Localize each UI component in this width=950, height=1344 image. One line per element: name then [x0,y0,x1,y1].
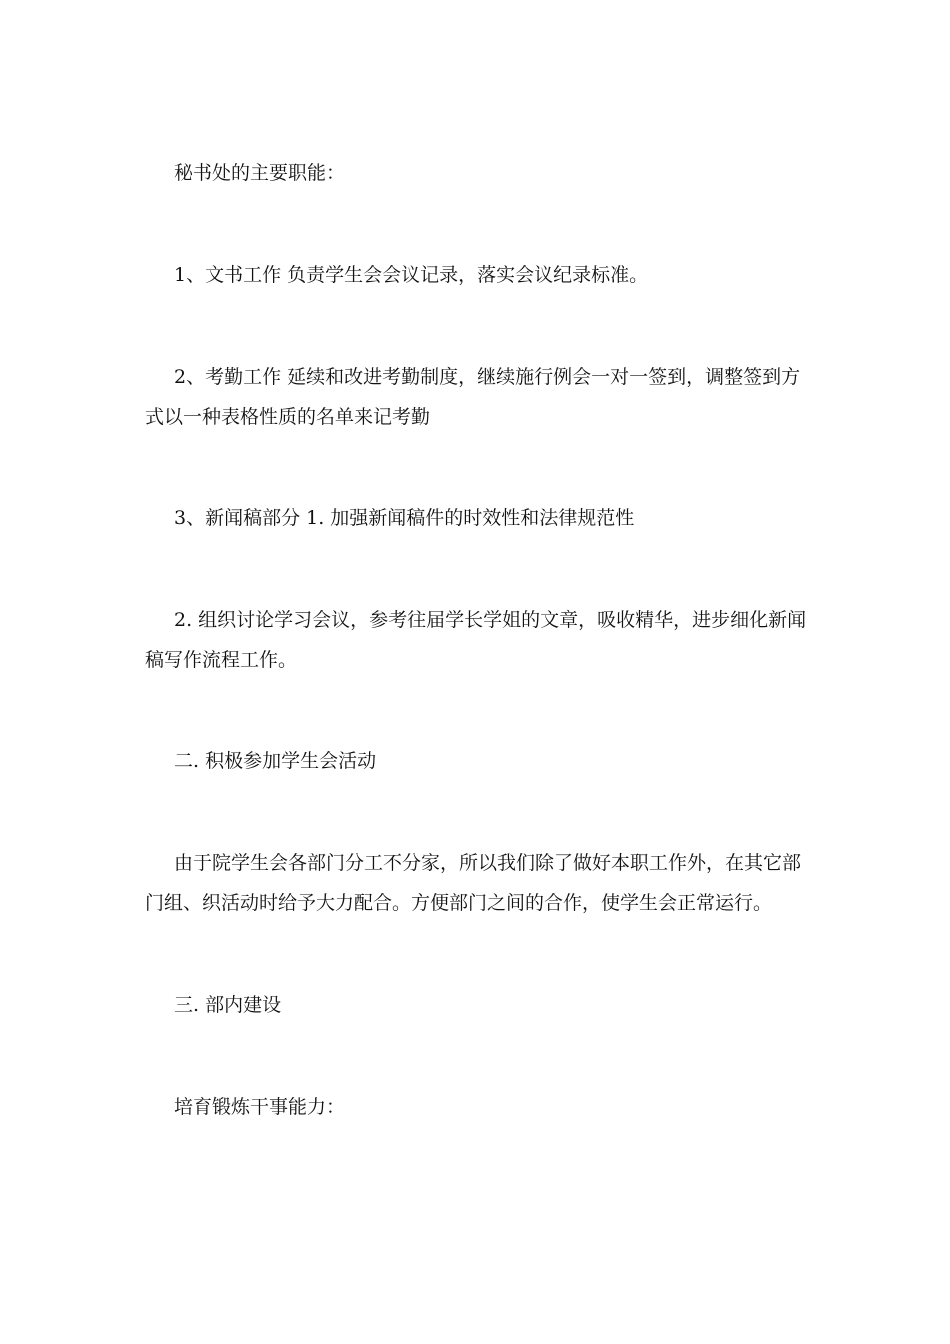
paragraph-news-draft-item-2: 2. 组织讨论学习会议，参考往届学长学姐的文章，吸收精华，进步细化新闻稿写作流程工作。 [145,609,807,671]
section-heading-secretariat-functions: 秘书处的主要职能： [174,162,346,184]
section-heading-activities: 二. 积极参加学生会活动 [174,750,377,772]
paragraph-attendance-work: 2、考勤工作 延续和改进考勤制度，继续施行例会一对一签到，调整签到方式以一种表格性质的名单来记考勤 [145,366,801,428]
section-heading-internal-building: 三. 部内建设 [174,994,282,1016]
paragraph-department-cooperation: 由于院学生会各部门分工不分家，所以我们除了做好本职工作外，在其它部门组、织活动时给予大力配合。方便部门之间的合作，使学生会正常运行。 [145,852,802,914]
paragraph-news-draft-part: 3、新闻稿部分 1. 加强新闻稿件的时效性和法律规范性 [174,507,635,529]
paragraph-clerical-work: 1、文书工作 负责学生会会议记录，落实会议纪录标准。 [174,264,649,286]
paragraph-staff-training: 培育锻炼干事能力： [174,1096,346,1118]
